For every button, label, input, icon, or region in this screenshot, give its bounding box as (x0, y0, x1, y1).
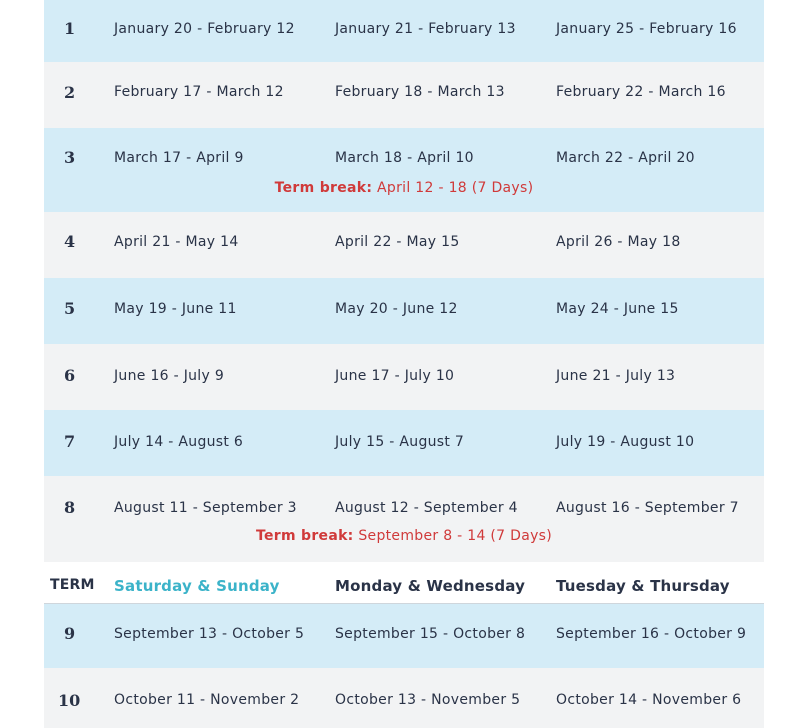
schedule-table (44, 0, 764, 728)
mon-wed-dates: June 17 - July 10 (335, 368, 455, 384)
term-header: TERM (50, 577, 95, 593)
term-number: 2 (64, 83, 76, 102)
tue-thu-dates: July 19 - August 10 (556, 434, 695, 450)
term-number: 7 (64, 432, 76, 451)
table-row (44, 212, 764, 278)
mon-wed-dates: September 15 - October 8 (335, 626, 526, 642)
mon-wed-dates: February 18 - March 13 (335, 84, 505, 100)
term-break-label: Term break: (274, 180, 373, 196)
term-break-note (44, 528, 764, 544)
tue-thu-dates: September 16 - October 9 (556, 626, 747, 642)
table-row (44, 128, 764, 212)
table-row (44, 278, 764, 344)
column-header-row (44, 562, 764, 604)
mon-wed-dates: August 12 - September 4 (335, 500, 518, 516)
mon-wed-dates: March 18 - April 10 (335, 150, 474, 166)
term-number: 5 (64, 299, 76, 318)
term-number: 1 (64, 19, 76, 38)
sat-sun-dates: August 11 - September 3 (114, 500, 297, 516)
tue-thu-dates: October 14 - November 6 (556, 692, 742, 708)
term-number: 6 (64, 366, 76, 385)
term-break-dates: April 12 - 18 (7 Days) (377, 180, 534, 196)
term-number: 8 (64, 498, 76, 517)
term-number: 9 (64, 624, 76, 643)
table-row (44, 62, 764, 128)
mon-wed-dates: July 15 - August 7 (335, 434, 465, 450)
term-number: 4 (64, 232, 76, 251)
mon-wed-header: Monday & Wednesday (335, 577, 526, 595)
tue-thu-header: Tuesday & Thursday (556, 577, 730, 595)
term-break-label: Term break: (255, 528, 354, 544)
term-number: 3 (64, 148, 76, 167)
tue-thu-dates: June 21 - July 13 (556, 368, 676, 384)
tue-thu-dates: August 16 - September 7 (556, 500, 739, 516)
sat-sun-dates: March 17 - April 9 (114, 150, 244, 166)
term-number: 10 (58, 691, 81, 710)
sat-sun-dates: February 17 - March 12 (114, 84, 284, 100)
mon-wed-dates: May 20 - June 12 (335, 301, 458, 317)
mon-wed-dates: January 21 - February 13 (335, 21, 516, 37)
sat-sun-header: Saturday & Sunday (114, 577, 280, 595)
sat-sun-dates: May 19 - June 11 (114, 301, 237, 317)
table-row (44, 604, 764, 668)
sat-sun-dates: January 20 - February 12 (114, 21, 295, 37)
mon-wed-dates: October 13 - November 5 (335, 692, 521, 708)
tue-thu-dates: May 24 - June 15 (556, 301, 679, 317)
tue-thu-dates: April 26 - May 18 (556, 234, 681, 250)
table-row (44, 410, 764, 476)
table-row (44, 476, 764, 562)
term-break-dates: September 8 - 14 (7 Days) (358, 528, 553, 544)
sat-sun-dates: September 13 - October 5 (114, 626, 305, 642)
tue-thu-dates: February 22 - March 16 (556, 84, 726, 100)
table-row (44, 344, 764, 410)
sat-sun-dates: October 11 - November 2 (114, 692, 300, 708)
sat-sun-dates: April 21 - May 14 (114, 234, 239, 250)
table-row (44, 668, 764, 728)
tue-thu-dates: January 25 - February 16 (556, 21, 737, 37)
sat-sun-dates: June 16 - July 9 (114, 368, 225, 384)
mon-wed-dates: April 22 - May 15 (335, 234, 460, 250)
term-break-note (44, 180, 764, 196)
table-row (44, 0, 764, 62)
sat-sun-dates: July 14 - August 6 (114, 434, 244, 450)
tue-thu-dates: March 22 - April 20 (556, 150, 695, 166)
